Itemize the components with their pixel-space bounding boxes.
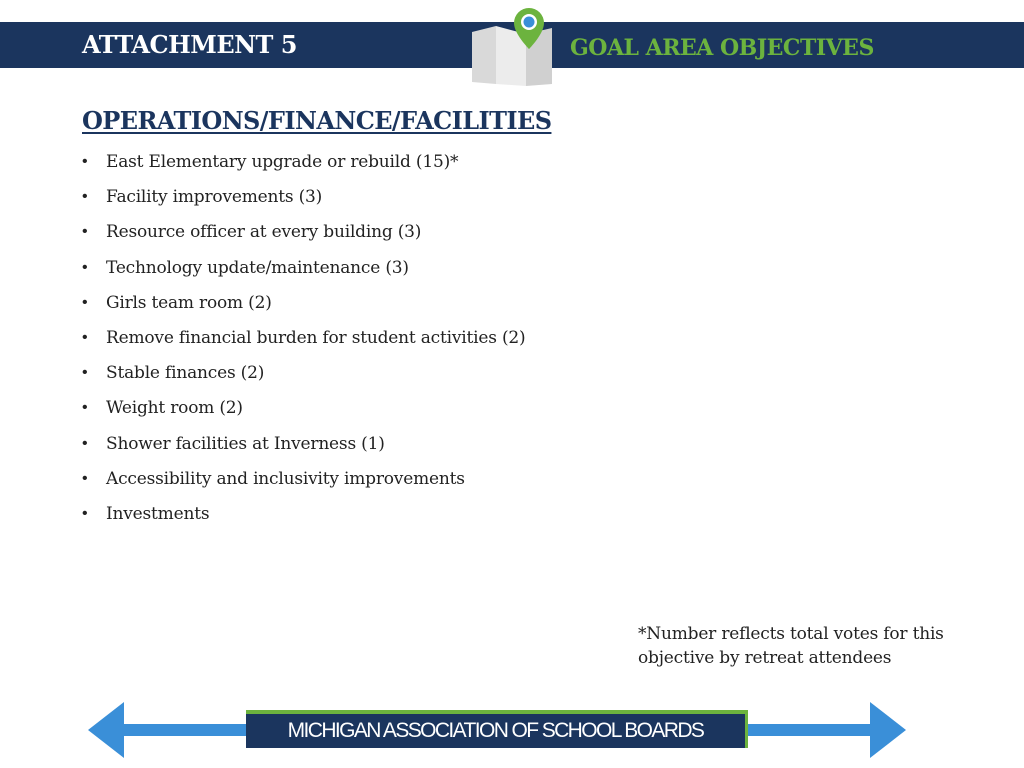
list-item bbox=[82, 467, 525, 502]
footer-label: MICHIGAN ASSOCIATION OF SCHOOL BOARDS bbox=[287, 719, 704, 742]
header-subtitle: GOAL AREA OBJECTIVES bbox=[570, 35, 874, 61]
list-item bbox=[82, 432, 525, 467]
list-item-text: East Elementary upgrade or rebuild (15)* bbox=[106, 152, 459, 172]
list-item-text: Shower facilities at Inverness (1) bbox=[106, 433, 385, 454]
bullet-icon: • bbox=[82, 328, 88, 346]
bullet-icon: • bbox=[82, 504, 88, 522]
list-item-text: Accessibility and inclusivity improvements bbox=[106, 468, 465, 489]
list-item-text: Remove financial burden for student activities (2) bbox=[106, 327, 526, 348]
header-title: ATTACHMENT 5 bbox=[82, 30, 297, 59]
list-item bbox=[82, 256, 525, 291]
list-item bbox=[82, 291, 525, 326]
bullet-icon: • bbox=[82, 258, 88, 276]
list-item-text: Facility improvements (3) bbox=[106, 187, 323, 208]
list-item-text: Girls team room (2) bbox=[106, 292, 272, 313]
footnote-line-1: *Number reflects total votes for this bbox=[638, 624, 944, 644]
list-item-text: Technology update/maintenance (3) bbox=[106, 257, 409, 278]
bullet-icon: • bbox=[82, 153, 88, 170]
list-item-text: Resource officer at every building (3) bbox=[106, 222, 422, 243]
list-item-text: Investments bbox=[106, 503, 210, 524]
list-item bbox=[82, 396, 525, 431]
footnote bbox=[638, 622, 998, 670]
section-heading: OPERATIONS/FINANCE/FACILITIES bbox=[82, 106, 552, 135]
list-item bbox=[82, 220, 525, 255]
bullet-icon: • bbox=[82, 223, 88, 241]
footnote-line-2: objective by retreat attendees bbox=[638, 648, 892, 668]
bullet-icon: • bbox=[82, 188, 88, 206]
footer-banner bbox=[246, 710, 748, 748]
objective-list bbox=[82, 150, 525, 537]
list-item-text: Weight room (2) bbox=[106, 398, 243, 419]
bullet-icon: • bbox=[82, 364, 88, 382]
bullet-icon: • bbox=[82, 293, 88, 311]
map-pin-icon bbox=[468, 4, 558, 86]
list-item bbox=[82, 502, 525, 537]
list-item bbox=[82, 361, 525, 396]
list-item-text: Stable finances (2) bbox=[106, 363, 265, 384]
list-item bbox=[82, 150, 525, 185]
bullet-icon: • bbox=[82, 434, 88, 452]
list-item bbox=[82, 326, 525, 361]
bullet-icon: • bbox=[82, 469, 88, 487]
bullet-icon: • bbox=[82, 399, 88, 417]
list-item bbox=[82, 185, 525, 220]
